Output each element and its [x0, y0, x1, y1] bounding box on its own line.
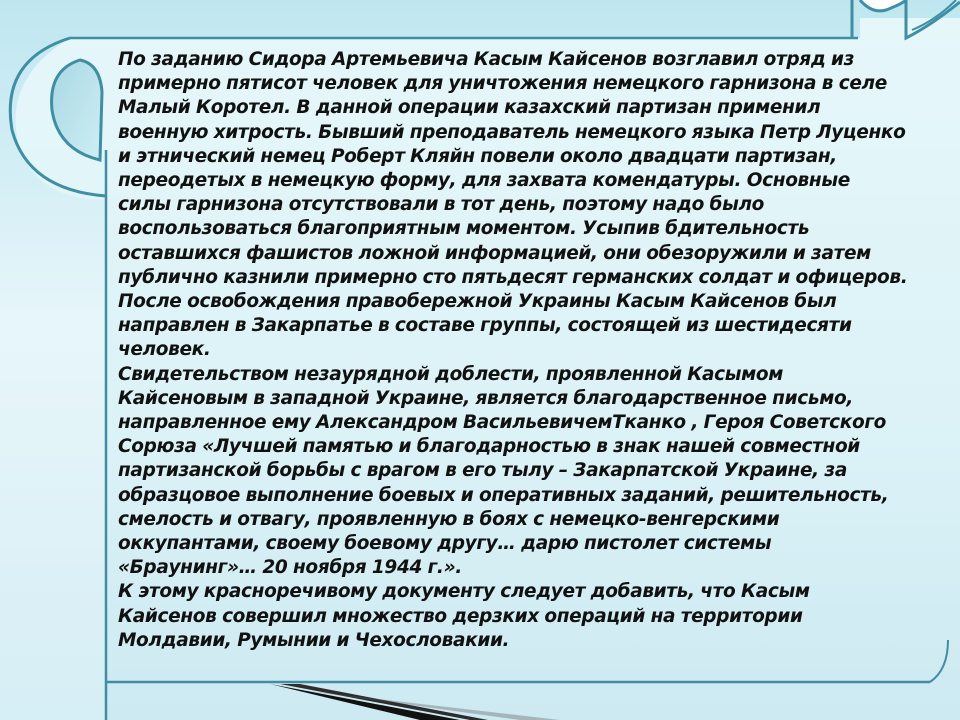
paragraph-garrison-operation: По заданию Сидора Артемьевича Касым Кайсенов возглавил отряд из примерно пятисот человек для уничтожения немецкого гарнизона в селе Малый Коротел. В данной операции казахский партизан применил военную хитрость. Бывший преподаватель немецкого языка Петр Луценко и этнический немец Роберт Кляйн повели около двадцати партизан, переодетых в немецкую форму, для захвата комендатуры. Основные силы гарнизона отсутствовали в тот день, поэтому надо было воспользоваться благоприятным моментом. Усыпив бдительность оставшихся фашистов ложной информацией, они обезоружили и затем публично казнили примерно сто пятьдесят германских солдат и офицеров.: [118, 49, 908, 288]
paragraph-transcarpathia: После освобождения правобережной Украины Касым Кайсенов был направлен в Закарпатье в составе группы, состоящей из шестидесяти человек.: [118, 291, 852, 361]
document-text: [118, 48, 908, 653]
paragraph-thank-you-letter: Свидетельством незаурядной доблести, проявленной Касымом Кайсеновым в западной Украине, является благодарственное письмо, направленное ему Александром ВасильевичемТканко , Героя Советского Сорюза «Лучшей памятью и благодарностью в знак нашей совместной партизанской борьбы с врагом в его тылу – Закарпатской Украине, за образцовое выполнение боевых и оперативных заданий, решительность, смелость и отвагу, проявленную в боях с немецко-венгерскими оккупантами, своему боевому другу… дарю пистолет системы «Браунинг»… 20 ноября 1944 г.».: [118, 363, 889, 579]
paragraph-operations-summary: К этому красноречивому документу следует добавить, что Касым Кайсенов совершил множество дерзких операций на территории Молдавии, Румынии и Чехословакии.: [118, 581, 810, 651]
